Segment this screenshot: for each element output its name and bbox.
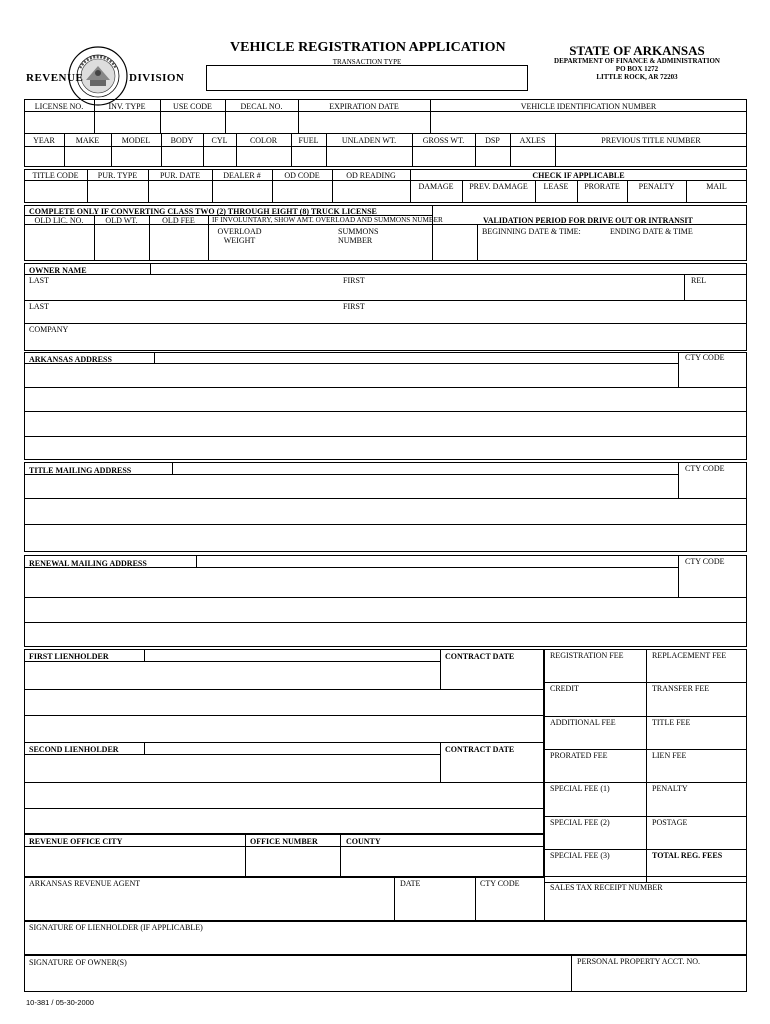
personal-property-label: PERSONAL PROPERTY ACCT. NO. [577, 957, 701, 966]
use-code-field[interactable] [160, 112, 225, 134]
validation-period-field[interactable] [477, 236, 747, 261]
prorate-check[interactable]: PRORATE [584, 182, 620, 191]
office-number-field[interactable] [245, 847, 340, 878]
axles-label: AXLES [519, 136, 546, 145]
number-label: NUMBER [338, 236, 373, 245]
office-number-label: OFFICE NUMBER [250, 837, 318, 846]
renewal-cty-code-label: CTY CODE [685, 557, 725, 566]
pur-date-label: PUR. DATE [159, 171, 200, 180]
company-field[interactable] [24, 334, 747, 351]
owner-name-title: OWNER NAME [29, 266, 87, 275]
check-applicable-label: CHECK IF APPLICABLE [532, 171, 625, 180]
owner-first-label: FIRST [343, 276, 365, 285]
prev-damage-check[interactable]: PREV. DAMAGE [469, 182, 528, 191]
od-code-label: OD CODE [284, 171, 320, 180]
special-fee-3-label: SPECIAL FEE (3) [550, 851, 610, 860]
state-name: STATE OF ARKANSAS [569, 43, 705, 58]
penalty-field[interactable] [646, 793, 747, 816]
total-reg-fees-label: TOTAL REG. FEES [652, 851, 723, 860]
additional-fee-label: ADDITIONAL FEE [550, 718, 616, 727]
lease-check[interactable]: LEASE [543, 182, 569, 191]
license-no-label: LICENSE NO. [34, 102, 84, 111]
renewal-mailing-lines[interactable] [24, 598, 747, 647]
second-contract-date-field[interactable] [441, 755, 544, 782]
revenue-office-city-field[interactable] [24, 847, 245, 878]
weight-label: WEIGHT [223, 236, 256, 245]
gross-wt-label: GROSS WT. [422, 136, 465, 145]
dealer-label: DEALER # [223, 171, 261, 180]
title-mailing-title: TITLE MAILING ADDRESS [29, 466, 132, 475]
transfer-fee-label: TRANSFER FEE [652, 684, 710, 693]
title-mailing-line1[interactable] [173, 462, 678, 498]
form-title: VEHICLE REGISTRATION APPLICATION [230, 40, 506, 55]
revenue-label: REVENUE [26, 72, 84, 84]
arkansas-address-line1[interactable] [155, 352, 678, 387]
owner2-first-label: FIRST [343, 302, 365, 311]
title-mailing-cty-code-label: CTY CODE [685, 464, 725, 473]
license-no-field[interactable] [24, 112, 94, 134]
second-contract-date-label: CONTRACT DATE [445, 745, 515, 754]
agent-cty-code-label: CTY CODE [480, 879, 520, 888]
second-lienholder-address-field[interactable] [24, 783, 544, 834]
overload-summons-field[interactable] [208, 245, 432, 261]
sales-tax-receipt-label: SALES TAX RECEIPT NUMBER [550, 883, 663, 892]
form-number: 10-381 / 05-30-2000 [26, 998, 94, 1007]
county-label: COUNTY [346, 837, 381, 846]
decal-no-field[interactable] [225, 112, 298, 134]
expiration-date-label: EXPIRATION DATE [329, 102, 399, 111]
previous-title-label: PREVIOUS TITLE NUMBER [601, 136, 701, 145]
arkansas-address-lines[interactable] [24, 388, 747, 460]
renewal-mailing-line1[interactable] [197, 555, 678, 597]
prorated-fee-field[interactable] [544, 760, 646, 782]
first-lienholder-name-field[interactable] [145, 649, 440, 689]
body-label: BODY [170, 136, 194, 145]
decal-no-label: DECAL NO. [240, 102, 283, 111]
special-fee-1-label: SPECIAL FEE (1) [550, 784, 610, 793]
arkansas-cty-code-label: CTY CODE [685, 353, 725, 362]
lien-fee-label: LIEN FEE [652, 751, 687, 760]
damage-check[interactable]: DAMAGE [418, 182, 454, 191]
department-name: DEPARTMENT OF FINANCE & ADMINISTRATION [554, 57, 720, 65]
transfer-fee-field[interactable] [646, 693, 747, 716]
first-contract-date-label: CONTRACT DATE [445, 652, 515, 661]
county-field[interactable] [340, 847, 544, 878]
transaction-type-field[interactable] [206, 65, 528, 91]
title-code-label: TITLE CODE [32, 171, 79, 180]
postage-field[interactable] [646, 827, 747, 849]
old-wt-label: OLD WT. [105, 216, 138, 225]
fuel-label: FUEL [298, 136, 319, 145]
second-lienholder-title: SECOND LIENHOLDER [29, 745, 119, 754]
sales-tax-receipt-field[interactable] [544, 893, 747, 922]
vin-field[interactable] [430, 112, 747, 134]
mail-check[interactable]: MAIL [706, 182, 727, 191]
additional-fee-field[interactable] [544, 727, 646, 749]
dsp-label: DSP [485, 136, 500, 145]
make-label: MAKE [75, 136, 100, 145]
model-label: MODEL [121, 136, 151, 145]
division-label: DIVISION [129, 72, 185, 84]
involuntary-label: IF INVOLUNTARY, SHOW AMT. OVERLOAD AND SUMMONS NUMBER [212, 216, 443, 224]
inv-type-field[interactable] [94, 112, 160, 134]
replacement-fee-label: REPLACEMENT FEE [652, 651, 727, 660]
first-contract-date-field[interactable] [441, 662, 544, 689]
title-fee-field[interactable] [646, 727, 747, 749]
transaction-type-label: TRANSACTION TYPE [332, 58, 402, 66]
first-lienholder-address-field[interactable] [24, 690, 544, 742]
unladen-wt-label: UNLADEN WT. [341, 136, 397, 145]
expiration-date-field[interactable] [298, 112, 430, 134]
vin-label: VEHICLE IDENTIFICATION NUMBER [520, 102, 657, 111]
lienholder-signature-field[interactable] [24, 933, 747, 956]
agent-cty-code-field[interactable] [475, 889, 544, 922]
credit-label: CREDIT [550, 684, 579, 693]
summons-label: SUMMONS [338, 227, 379, 236]
renewal-mailing-title: RENEWAL MAILING ADDRESS [29, 559, 147, 568]
city-address: LITTLE ROCK, AR 72203 [596, 73, 678, 81]
arkansas-address-title: ARKANSAS ADDRESS [29, 355, 112, 364]
penalty-fee-label: PENALTY [652, 784, 688, 793]
personal-property-field[interactable] [571, 968, 747, 992]
first-lienholder-title: FIRST LIENHOLDER [29, 652, 109, 661]
registration-fee-field[interactable] [544, 660, 646, 682]
truck-section-title: COMPLETE ONLY IF CONVERTING CLASS TWO (2) THROUGH EIGHT (8) TRUCK LICENSE [29, 207, 377, 216]
vehicle-details-fields[interactable] [24, 147, 747, 167]
color-label: COLOR [249, 136, 278, 145]
credit-field[interactable] [544, 693, 646, 716]
owner-rel-label: REL [691, 276, 707, 285]
revenue-agent-field[interactable] [24, 889, 394, 922]
use-code-label: USE CODE [173, 102, 212, 111]
old-lic-label: OLD LIC. NO. [34, 216, 84, 225]
date-field[interactable] [394, 889, 475, 922]
pur-type-label: PUR. TYPE [97, 171, 138, 180]
owner-signature-field[interactable] [24, 968, 571, 992]
old-license-fields[interactable] [24, 225, 208, 261]
owner2-last-label: LAST [29, 302, 49, 311]
lienholder-signature-label: SIGNATURE OF LIENHOLDER (IF APPLICABLE) [29, 923, 203, 932]
year-label: YEAR [33, 136, 55, 145]
special-fee-2-label: SPECIAL FEE (2) [550, 818, 610, 827]
beginning-date-label: BEGINNING DATE & TIME: [482, 227, 581, 236]
revenue-agent-label: ARKANSAS REVENUE AGENT [29, 879, 141, 888]
replacement-fee-field[interactable] [646, 660, 747, 682]
owner2-name-field[interactable] [24, 311, 747, 323]
owner-signature-label: SIGNATURE OF OWNER(S) [29, 958, 127, 967]
special-fee-2-field[interactable] [544, 827, 646, 849]
company-label: COMPANY [29, 325, 69, 334]
title-mailing-lines[interactable] [24, 499, 747, 552]
special-fee-1-field[interactable] [544, 793, 646, 816]
cyl-label: CYL [211, 136, 228, 145]
old-fee-label: OLD FEE [162, 216, 195, 225]
date-label: DATE [400, 879, 421, 888]
overload-label: OVERLOAD [217, 227, 262, 236]
owner-last-label: LAST [29, 276, 49, 285]
second-lienholder-name-field[interactable] [145, 742, 440, 782]
po-box: PO BOX 1272 [615, 65, 659, 73]
lien-fee-field[interactable] [646, 760, 747, 782]
prorated-fee-label: PRORATED FEE [550, 751, 608, 760]
od-reading-label: OD READING [346, 171, 396, 180]
validation-title: VALIDATION PERIOD FOR DRIVE OUT OR INTRANSIT [483, 216, 693, 225]
registration-fee-label: REGISTRATION FEE [550, 651, 624, 660]
penalty-check[interactable]: PENALTY [638, 182, 675, 191]
postage-label: POSTAGE [652, 818, 688, 827]
owner1-name-field[interactable] [24, 285, 684, 300]
ending-date-label: ENDING DATE & TIME [610, 227, 693, 236]
title-fee-label: TITLE FEE [652, 718, 691, 727]
inv-type-label: INV. TYPE [108, 102, 146, 111]
purchase-info-fields[interactable] [24, 181, 410, 203]
revenue-office-city-label: REVENUE OFFICE CITY [29, 837, 123, 846]
